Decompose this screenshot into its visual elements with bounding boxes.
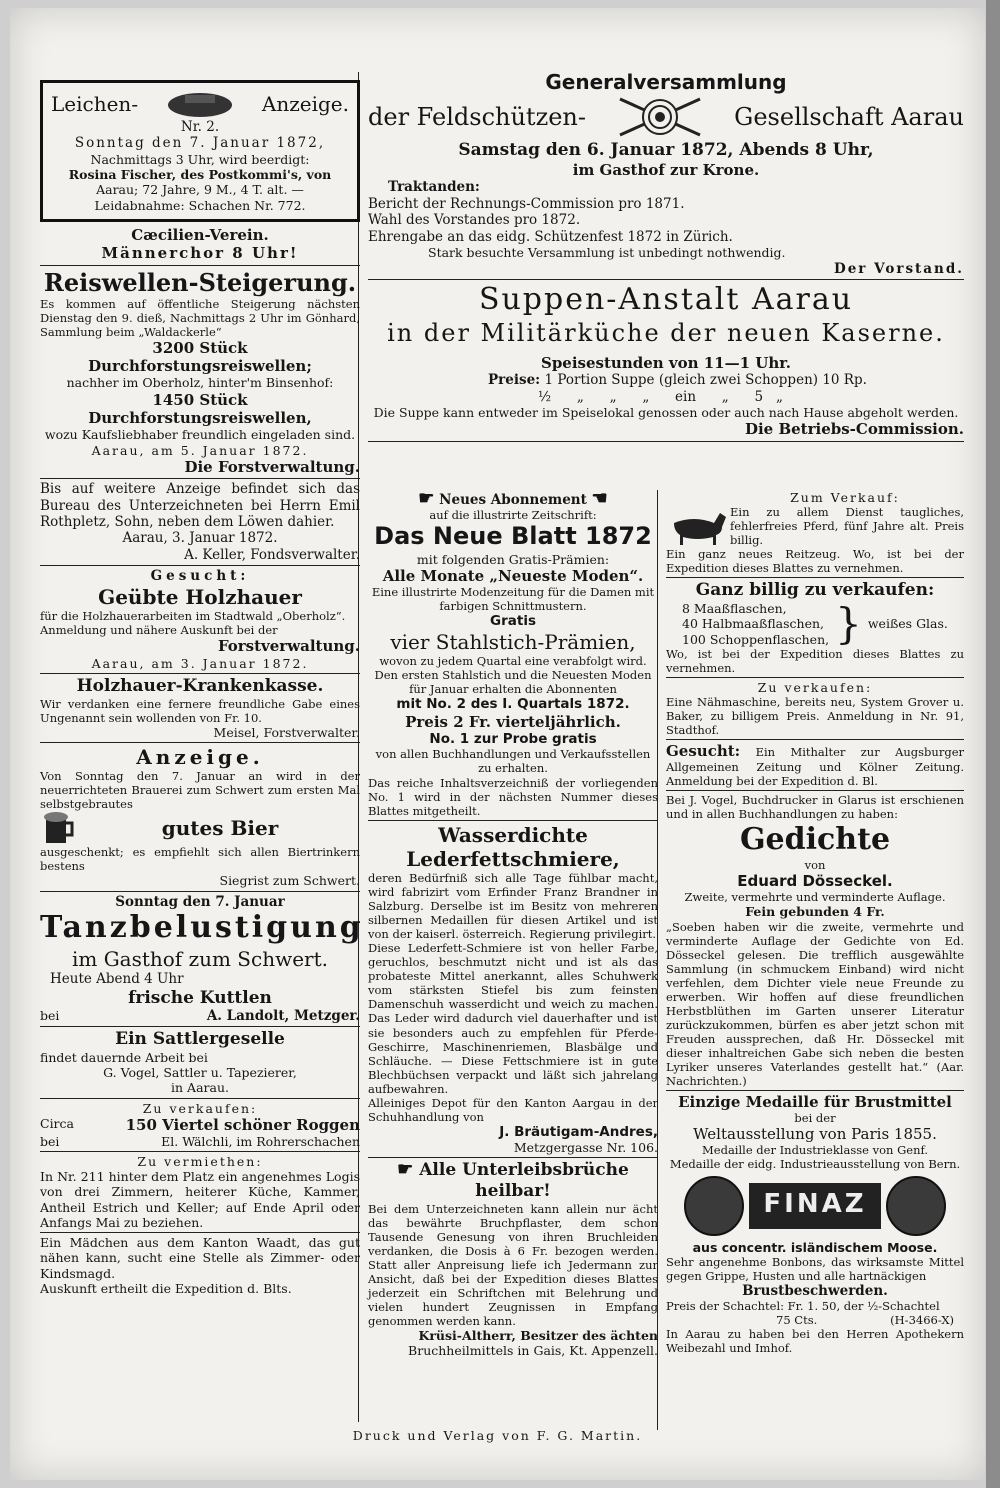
vermieten-text: In Nr. 211 hinter dem Platz ein angenehmes Logis von drei Zimmern, heiterer Küche, Kammer, Antheil Estrich und Keller; auf Ende April oder Anfangs Mai zu beziehen. <box>40 1169 360 1230</box>
vermieten-head: Zu vermiethen: <box>137 1153 263 1169</box>
naehmaschine-ad <box>666 680 964 737</box>
flaschen-item-3: 100 Schoppenflaschen, <box>682 631 830 647</box>
gedichte-von: von <box>804 858 826 873</box>
abo-mit: mit folgenden Gratis-Prämien: <box>416 551 610 567</box>
naeh-head: Zu verkaufen: <box>757 679 873 695</box>
pferd-text: Ein zu allem Dienst taugliches, fehlerfreies Pferd, fünf Jahre alt. Preis billig. <box>730 505 964 548</box>
leder-title: Wasserdichte Lederfettschmiere, <box>406 822 620 871</box>
bureau-ad <box>40 481 360 563</box>
pferd-ad <box>666 490 964 575</box>
abo-head: Neues Abonnement <box>439 492 587 508</box>
pointing-hand-icon: ☛ <box>397 1159 414 1181</box>
gesucht-ad <box>40 568 360 670</box>
roggen-bei: bei <box>40 1133 60 1149</box>
brauerei-text-2: ausgeschenkt; es empfiehlt sich allen Biertrinkern bestens <box>40 845 360 874</box>
suppen-sub: in der Militärküche der neuen Kaserne. <box>387 318 945 347</box>
suppen-text: Die Suppe kann entweder im Speiselokal genossen oder auch nach Hause abgeholt werden. <box>373 405 959 421</box>
roggen-seller: El. Wälchli, im Rohrerschachen <box>161 1133 360 1149</box>
brauerei-sign: Siegrist zum Schwert. <box>219 873 360 889</box>
abo-text-2: wovon zu jedem Quartal eine verabfolgt wird. Den ersten Stahlstich und die Neuesten Moden für Januar erhalten die Abonnenten <box>374 654 652 697</box>
reiswellen-date: Aarau, am 5. Januar 1872. <box>91 442 309 458</box>
bruch-sign: Krüsi-Altherr, Besitzer des ächten <box>418 1327 658 1343</box>
bruch-text: Bei dem Unterzeichneten kann allein nur ächt das bewährte Bruchpflaster, dem schon Tausende Genesung von ihren Bruchleiden verdanken, die Dosis à 6 Fr. bezogen werden. Statt aller Anpreisung liefe ich Jedermann zur Ansicht, daß bei der Expedition dieses Blattes jederzeit ein Schriftchen mit Belehrung und vielen hundert Zeugnissen in Empfang genommen werden kann. <box>368 1201 658 1328</box>
reiswellen-line-3: 1450 Stück Durchforstungsreiswellen, <box>88 390 312 427</box>
flaschen-text: Wo, ist bei der Expedition dieses Blattes zu vernehmen. <box>666 646 964 675</box>
pointing-hand-icon: ☚ <box>591 488 608 509</box>
general-place: im Gasthof zur Krone. <box>572 161 760 180</box>
abo-moden: Alle Monate „Neueste Moden“. <box>382 567 644 585</box>
abo-title: Das Neue Blatt 1872 <box>374 522 652 551</box>
medaille-title: Einzige Medaille für Brustmittel <box>678 1092 952 1111</box>
tanz-place: im Gasthof zum Schwert. <box>71 946 329 971</box>
general-note: Stark besuchte Versammlung ist unbedingt nothwendig. <box>428 245 786 261</box>
naeh-text: Eine Nähmaschine, bereits neu, System Grover u. Baker, zu billigem Preis. Anmeldung in Nr. 91, Stadthof. <box>666 695 964 738</box>
leder-text-2: Diese Lederfett-Schmiere ist von heller Farbe, geruchlos, beschmutzt nicht und ist als das probateste Mittel anerkannt, alles Schuhwerk vom stärksten Stiefel bis zum feinsten Damenschuh wasserdicht und weich zu machen. Das Leder wird dadurch viel dauerhafter und ist sie besonders auch zu empfehlen für Pferde-Geschirre, Maschinenriemen, Blasbälge und Schläuche. — Diese Fettschmiere ist in gute Blechbüchsen verpackt und läßt sich jahrelang aufbewahren. <box>368 941 658 1096</box>
reiswellen-line-4: wozu Kaufsliebhaber freundlich eingeladen sind. <box>44 427 356 443</box>
abo-probe: No. 1 zur Probe gratis <box>429 731 597 747</box>
tanz-line: Sonntag den 7. Januar <box>115 893 285 910</box>
flaschen-ad <box>666 580 964 675</box>
mourning-emblem-icon <box>165 89 235 119</box>
reiswellen-title: Reiswellen-Steigerung. <box>43 267 357 297</box>
sattler-place: in Aarau. <box>171 1080 229 1096</box>
abonnement-ad <box>368 490 658 818</box>
medaille-price: Preis der Schachtel: Fr. 1. 50, der ½-Schachtel <box>666 1299 940 1314</box>
suppen-price-1: 1 Portion Suppe (gleich zwei Schoppen) 10 Rp. <box>544 372 867 389</box>
brauerei-text: Von Sonntag den 7. Januar an wird in der neuerrichteten Brauerei zum Schwert zum ersten Mal selbstgebrautes <box>40 769 360 812</box>
medaille-line-1: Medaille der Industrieklasse von Genf. <box>702 1143 928 1158</box>
beer-mug-icon <box>40 811 80 845</box>
general-left: der Feldschützen- <box>368 103 586 132</box>
flaschen-title: Ganz billig zu verkaufen: <box>695 580 935 601</box>
reiswellen-line-1: 3200 Stück Durchforstungsreiswellen; <box>88 338 312 376</box>
abo-sub: auf die illustrirte Zeitschrift: <box>429 508 597 523</box>
gesucht-text-2: Anmeldung und nähere Auskunft bei der <box>40 623 278 638</box>
suppen-preise: Preise: <box>488 372 541 389</box>
medaille-ad <box>666 1093 964 1355</box>
column-middle <box>368 490 658 1358</box>
krankenkasse-title: Holzhauer-Krankenkasse. <box>76 675 324 696</box>
abo-preis: Preis 2 Fr. vierteljährlich. <box>405 712 621 731</box>
gedichte-price: Fein gebunden 4 Fr. <box>745 904 885 920</box>
gesucht-title: Geübte Holzhauer <box>98 584 302 609</box>
abo-quartal: mit No. 2 des I. Quartals 1872. <box>396 696 630 713</box>
target-emblem-icon <box>615 94 705 140</box>
leichen-line-2: Nachmittags 3 Uhr, wird beerdigt: <box>90 151 310 167</box>
tanz-title: Tanzbelustigung <box>40 910 364 946</box>
generalversammlung-ad <box>368 70 964 277</box>
sattler-title: Ein Sattlergeselle <box>115 1029 285 1050</box>
roggen-circa: Circa <box>40 1115 74 1131</box>
flaschen-item-2: 40 Halbmaaßflaschen, <box>682 616 825 632</box>
medaille-text-2: In Aarau zu haben bei den Herren Apothekern Weibezahl und Imhof. <box>666 1327 964 1356</box>
bruch-ad <box>368 1160 658 1358</box>
abo-text-1: Eine illustrirte Modenzeitung für die Damen mit farbigen Schnittmustern. <box>371 585 655 614</box>
medaille-brust: Brustbeschwerden. <box>742 1282 888 1299</box>
mithalter-ad <box>666 742 964 788</box>
medaille-beider: bei der <box>794 1111 836 1126</box>
bureau-sign: A. Keller, Fondsverwalter. <box>184 546 360 563</box>
leder-text-1: deren Bedürfniß sich alle Tage fühlbar macht, wird fabrizirt vom Erfinder Franz Brandner in Salzburg. Derselbe ist im Besitz von mehreren silbernen Medaillen für diesen Artikel und ist von der kaiserl. österreich. Regierung privilegirt. <box>368 871 658 942</box>
leichen-number: Nr. 2. <box>180 119 220 135</box>
column-right <box>666 490 964 1355</box>
roggen-ad <box>40 1101 360 1149</box>
gedichte-text: Bei J. Vogel, Buchdrucker in Glarus ist erschienen und in allen Buchhandlungen zu haben: <box>666 793 964 822</box>
suppen-sign: Die Betriebs-Commission. <box>744 420 964 439</box>
caecilien-line: Männerchor 8 Uhr! <box>101 244 299 263</box>
suppen-title: Suppen-Anstalt Aarau <box>478 282 854 318</box>
leichen-title-right: Anzeige. <box>261 92 349 116</box>
tanz-sign: A. Landolt, Metzger. <box>206 1008 360 1025</box>
general-date: Samstag den 6. Januar 1872, Abends 8 Uhr, <box>458 140 874 161</box>
gedichte-edition: Zweite, vermehrte und verminderte Auflage. <box>684 890 946 905</box>
roggen-head: Zu verkaufen: <box>142 1100 258 1116</box>
abo-vier: vier Stahlstich-Prämien, <box>390 629 636 654</box>
brauerei-title: Anzeige. <box>136 744 264 769</box>
gesucht-head: Gesucht: <box>150 568 250 585</box>
bureau-date: Aarau, 3. Januar 1872. <box>122 530 278 547</box>
brauerei-big: gutes Bier <box>161 816 279 841</box>
gedichte-quote: „Soeben haben wir die zweite, vermehrte und verminderte Auflage der Gedichte von Ed. Dösseckel gelesen. Die trefflich ausgewählte Sammlung (in schmuckem Einband) wird nicht verfehlen, dem Dichter viele neue Freunde zu erwerben. Wir hoffen auf diese freundlichen Herbstblüthen im Garten unserer Literatur zurückzukommen, bürfen es aber jetzt schon mit Freuden aussprechen, daß Hr. Dösseckel mit dieser inhaltreichen Gabe sich neben die besten Lyriker unseres Vaterlandes gestellt hat.“ (Aar. Nachrichten.) <box>666 919 964 1088</box>
gedichte-author: Eduard Dösseckel. <box>737 872 893 891</box>
leichen-line-5: Leidabnahme: Schachen Nr. 772. <box>94 197 306 213</box>
krankenkasse-ad <box>40 676 360 740</box>
brace-icon: } <box>835 598 862 648</box>
suppen-price-2: ½ „ „ „ ein „ 5 „ <box>538 388 784 405</box>
abo-gratis: Gratis <box>490 613 536 630</box>
medaille-moose: aus concentr. isländischem Moose. <box>692 1239 938 1255</box>
gedichte-title: Gedichte <box>739 821 891 857</box>
medaille-price-2: 75 Cts. <box>776 1313 818 1328</box>
reiswellen-text: Es kommen auf öffentliche Steigerung nächsten Dienstag den 9. dieß, Nachmittags 2 Uhr im Gönhard, Sammlung beim „Waldackerle“ <box>40 296 360 339</box>
general-right: Gesellschaft Aarau <box>734 103 964 132</box>
gesucht-date: Aarau, am 3. Januar 1872. <box>91 655 309 671</box>
bruch-sign-2: Bruchheilmittels in Gais, Kt. Appenzell. <box>408 1343 658 1359</box>
newspaper-page <box>10 8 985 1480</box>
general-sign: Der Vorstand. <box>834 260 964 277</box>
tanz-ad <box>40 893 364 1025</box>
gedichte-ad <box>666 793 964 1087</box>
leder-addr: Metzgergasse Nr. 106. <box>513 1140 658 1156</box>
maedchen-ad <box>40 1235 360 1296</box>
imprint-footer: Druck und Verlag von F. G. Martin. <box>352 1428 643 1443</box>
suppen-hours: Speisestunden von 11—1 Uhr. <box>540 353 791 372</box>
leichen-line-3: Rosina Fischer, des Postkommi's, von <box>68 167 332 183</box>
page-edge <box>986 0 1000 1488</box>
tanz-kuttlen: frische Kuttlen <box>128 987 272 1008</box>
medaille-line-2: Medaille der eidg. Industrieausstellung von Bern. <box>669 1157 961 1172</box>
krankenkasse-sign: Meisel, Forstverwalter. <box>213 724 360 740</box>
krankenkasse-text: Wir verdanken eine fernere freundliche Gabe eines Ungenannt sein wollenden von Fr. 10. <box>40 696 360 725</box>
abo-text-4: Das reiche Inhaltsverzeichniß der vorliegenden No. 1 wird in der nächsten Nummer dieses Blattes mitgetheilt. <box>368 775 658 818</box>
gesucht-sign: Forstverwaltung. <box>217 637 360 656</box>
medal-eagle-icon <box>886 1176 946 1236</box>
leder-text-3: Alleiniges Depot für den Kanton Aargau in der Schuhhandlung von <box>368 1095 658 1124</box>
general-item-2: Wahl des Vorstandes pro 1872. <box>368 212 581 229</box>
maedchen-text-2: Auskunft ertheilt die Expedition d. Blts. <box>40 1280 292 1296</box>
bureau-text: Bis auf weitere Anzeige befindet sich das Bureau des Unterzeichneten bei Herrn Emil Rothpletz, Sohn, neben dem Löwen dahier. <box>40 481 360 531</box>
sattler-ad <box>40 1029 360 1095</box>
medaille-text: Sehr angenehme Bonbons, das wirksamste Mittel gegen Grippe, Husten und alle hartnäckigen <box>666 1254 964 1283</box>
pferd-head: Zum Verkauf: <box>790 490 900 505</box>
mithalter-head: Gesucht: <box>666 742 741 761</box>
brauerei-ad <box>40 745 360 889</box>
medal-portrait-icon <box>684 1176 744 1236</box>
tanz-heute: Heute Abend 4 Uhr <box>50 971 184 988</box>
medaille-code: (H-3466-X) <box>890 1313 954 1328</box>
roggen-item: 150 Viertel schöner Roggen <box>125 1115 360 1134</box>
vermieten-ad <box>40 1154 360 1230</box>
horse-icon <box>666 505 730 545</box>
pointing-hand-icon: ☛ <box>418 488 435 509</box>
sattler-name: G. Vogel, Sattler u. Tapezierer, <box>103 1065 297 1081</box>
suppen-ad <box>368 282 964 439</box>
medaille-welt: Weltausstellung von Paris 1855. <box>693 1125 937 1144</box>
leichen-title-left: Leichen- <box>51 92 139 116</box>
reiswellen-sign: Die Forstverwaltung. <box>184 457 360 476</box>
finaz-brand: FINAZ <box>749 1183 880 1229</box>
general-item-1: Bericht der Rechnungs-Commission pro 1871. <box>368 195 685 212</box>
tanz-bei: bei <box>40 1008 60 1024</box>
flaschen-item-1: 8 Maaßflaschen, <box>682 601 787 617</box>
column-right-top <box>368 70 964 444</box>
leder-ad <box>368 823 658 1156</box>
leichen-anzeige <box>40 80 360 222</box>
abo-text-3: von allen Buchhandlungen und Verkaufsstellen zu erhalten. <box>375 747 651 776</box>
reiswellen-ad <box>40 268 360 477</box>
sattler-text: findet dauernde Arbeit bei <box>40 1049 208 1065</box>
reiswellen-line-2: nachher im Oberholz, hinter'm Binsenhof: <box>66 375 334 391</box>
mithalter-text: Ein Mithalter zur Augsburger Allgemeinen Zeitung und Kölner Zeitung. Anmeldung bei der Expedition d. Bl. <box>666 745 964 789</box>
general-title: Generalversammlung <box>545 70 787 94</box>
bruch-title-2: heilbar! <box>475 1181 551 1202</box>
gesucht-text: für die Holzhauerarbeiten im Stadtwald „Oberholz“. <box>40 609 346 624</box>
leichen-line-4: Aarau; 72 Jahre, 9 M., 4 T. alt. — <box>96 182 304 198</box>
general-item-3: Ehrengabe an das eidg. Schützenfest 1872 in Zürich. <box>368 228 733 245</box>
flaschen-glas: weißes Glas. <box>867 616 948 632</box>
column-left <box>40 70 364 1296</box>
leichen-line-1: Sonntag den 7. Januar 1872, <box>74 135 326 152</box>
leder-sign: J. Bräutigam-Andres, <box>499 1123 658 1140</box>
bruch-title-1: Alle Unterleibsbrüche <box>419 1160 629 1181</box>
caecilien-title: Cæcilien-Verein. <box>131 225 269 244</box>
maedchen-text: Ein Mädchen aus dem Kanton Waadt, das gut nähen kann, sucht eine Stelle als Zimmer- oder Kindsmagd. <box>40 1235 360 1281</box>
pferd-text-2: Ein ganz neues Reitzeug. Wo, ist bei der Expedition dieses Blattes zu vernehmen. <box>666 547 964 576</box>
general-trak: Traktanden: <box>388 179 480 196</box>
caecilien-ad <box>40 226 360 263</box>
